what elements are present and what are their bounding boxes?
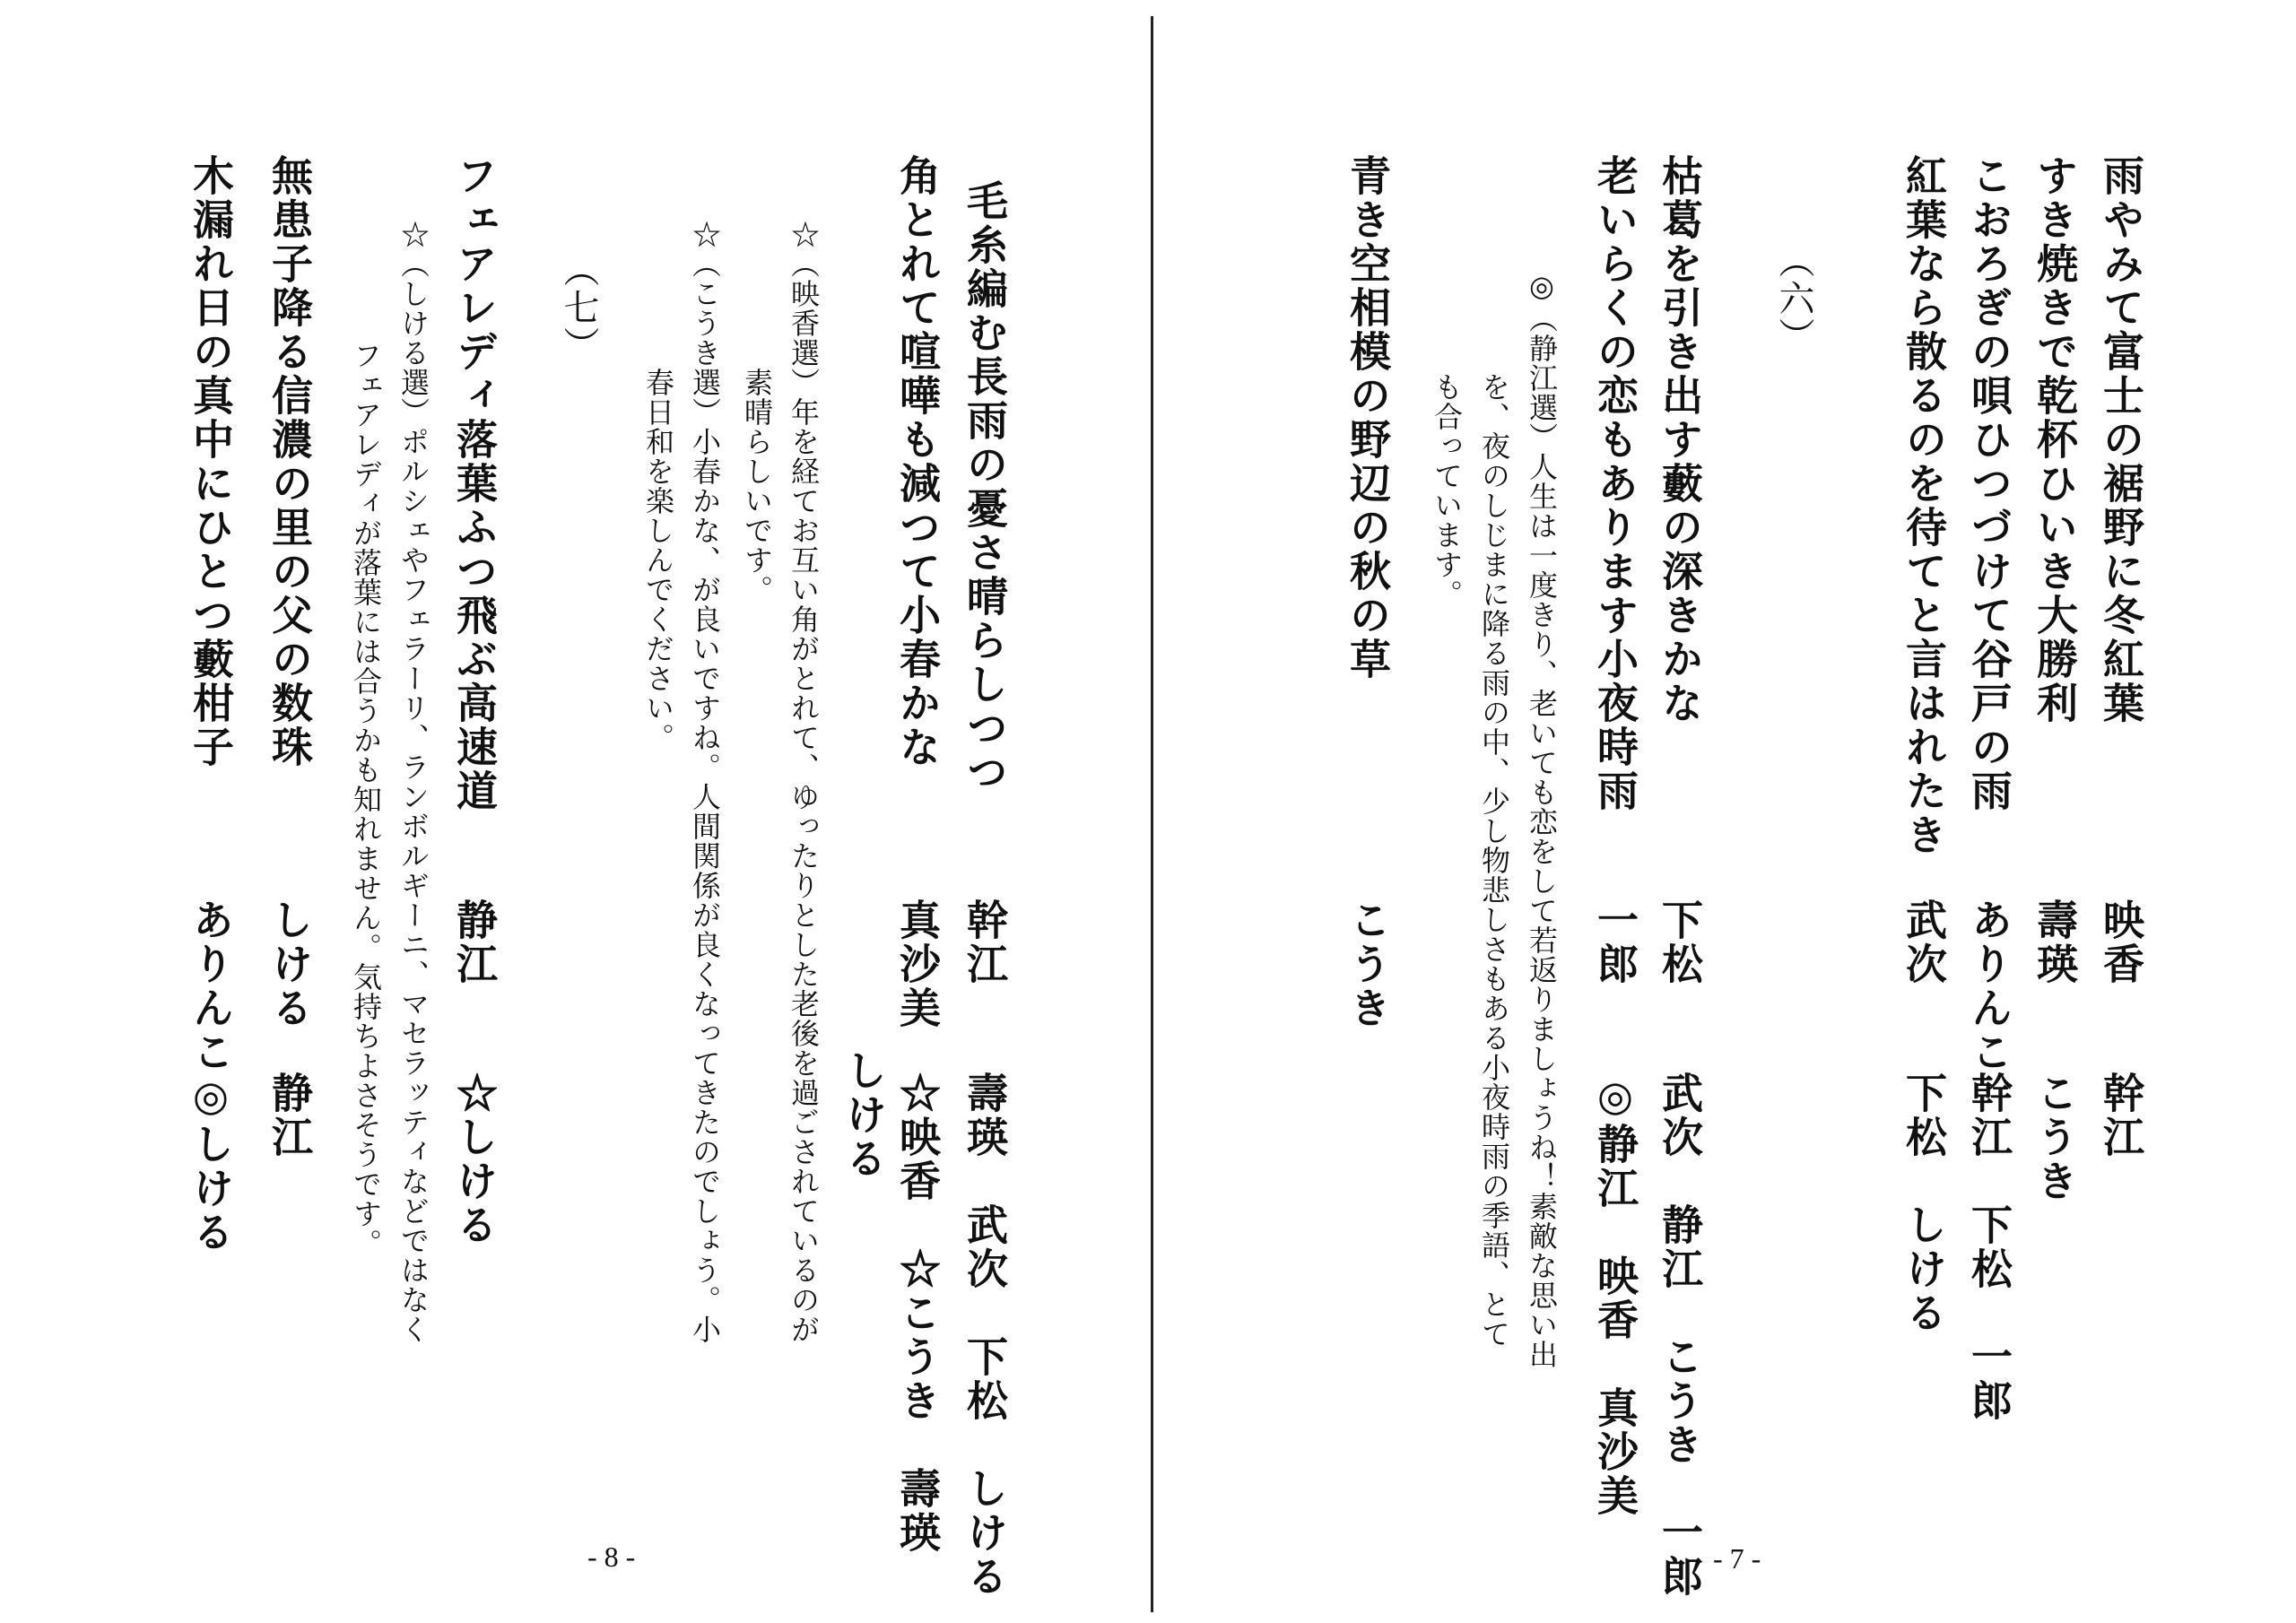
comment-line: ◎（静江選）人生は一度きり、老いても恋をして若返りましょうね！素敵な思い出 [1525, 269, 1559, 1369]
comment-line: ☆（こうき選）小春かな、が良いですね。人間関係が良くなってきたのでしょう。小 [688, 220, 722, 1344]
haiku-author: 壽瑛 [2031, 898, 2079, 986]
comment-line: を、夜のしじまに降る雨の中、少し物悲しさもある小夜時雨の季語、とて [1477, 372, 1511, 1349]
haiku-author: ありんこ [187, 898, 235, 1074]
haiku-votes: 幹江 下松 一郎 [1965, 1072, 2013, 1423]
haiku-votes: ☆しける [450, 1072, 499, 1247]
haiku-author: 真沙美 [893, 898, 942, 1030]
haiku-text: 毛糸編む長雨の憂さ晴らしつつ [961, 179, 1009, 794]
haiku-text: こおろぎの唄ひつづけて谷戸の雨 [1965, 154, 2013, 813]
haiku-author: 静江 [450, 898, 499, 986]
comment-line: も合っています。 [1430, 372, 1464, 609]
haiku-text: 枯葛を引き出す藪の深きかな [1656, 154, 1704, 725]
haiku-author: こうき [1344, 898, 1392, 1030]
haiku-text: 青き空相模の野辺の秋の草 [1344, 154, 1392, 681]
haiku-votes: ◎しける [187, 1072, 235, 1254]
comment-line: フェアレディが落葉には合うかも知れません。気持ちよさそうです。 [349, 341, 383, 1258]
haiku-author: ありんこ [1965, 898, 2013, 1074]
haiku-author: 下松 [1656, 898, 1704, 986]
haiku-text: 角とれて喧嘩も減つて小春かな [893, 154, 942, 769]
haiku-text: 木漏れ日の真中にひとつ藪柑子 [187, 154, 235, 769]
haiku-votes: ☆映香 ☆こうき 壽瑛 [893, 1072, 942, 1555]
haiku-votes: 静江 [265, 1072, 314, 1159]
haiku-author: 一郎 [1591, 898, 1639, 986]
haiku-text: 紅葉なら散るのを待てと言はれたき [1900, 154, 1948, 857]
page-7 [1157, 0, 2296, 1623]
haiku-votes: ◎静江 映香 真沙美 [1591, 1072, 1639, 1518]
comment-line: 素晴らしいです。 [740, 368, 774, 604]
haiku-votes: 壽瑛 武次 下松 しける [961, 1072, 1009, 1599]
comment-line: ☆（映香選）年を経てお互い角がとれて、ゆったりとした老後を過ごされているのが [787, 220, 821, 1344]
haiku-text: フェアレディ落葉ふつ飛ぶ高速道 [450, 154, 499, 813]
comment-line: ☆（しける選）ポルシェやフェラーリ、ランボルギーニ、マセラッティなどではなく [396, 220, 430, 1344]
haiku-author: 武次 [1900, 898, 1948, 986]
haiku-votes: 幹江 [2097, 1072, 2145, 1159]
haiku-votes: 武次 静江 こうき 一郎 [1656, 1072, 1704, 1599]
section-number: （六） [1773, 242, 1814, 355]
page-number: - 7 - [1713, 1542, 1761, 1575]
haiku-author: しける [265, 898, 314, 1030]
page-number: - 8 - [587, 1541, 636, 1573]
comment-line: 春日和を楽しんでください。 [641, 368, 675, 752]
haiku-votes: こうき [2031, 1072, 2079, 1203]
haiku-text: 無患子降る信濃の里の父の数珠 [265, 154, 314, 769]
haiku-text: すき焼きで乾杯ひいき大勝利 [2031, 154, 2079, 725]
section-number: （七） [558, 251, 599, 364]
haiku-votes: 下松 しける [1900, 1072, 1948, 1335]
haiku-text: 雨やみて富士の裾野に冬紅葉 [2097, 154, 2145, 725]
haiku-author: 幹江 [961, 898, 1009, 986]
haiku-text: 老いらくの恋もあります小夜時雨 [1591, 154, 1639, 813]
haiku-author: 映香 [2097, 898, 2145, 986]
haiku-votes: しける [839, 1049, 888, 1181]
